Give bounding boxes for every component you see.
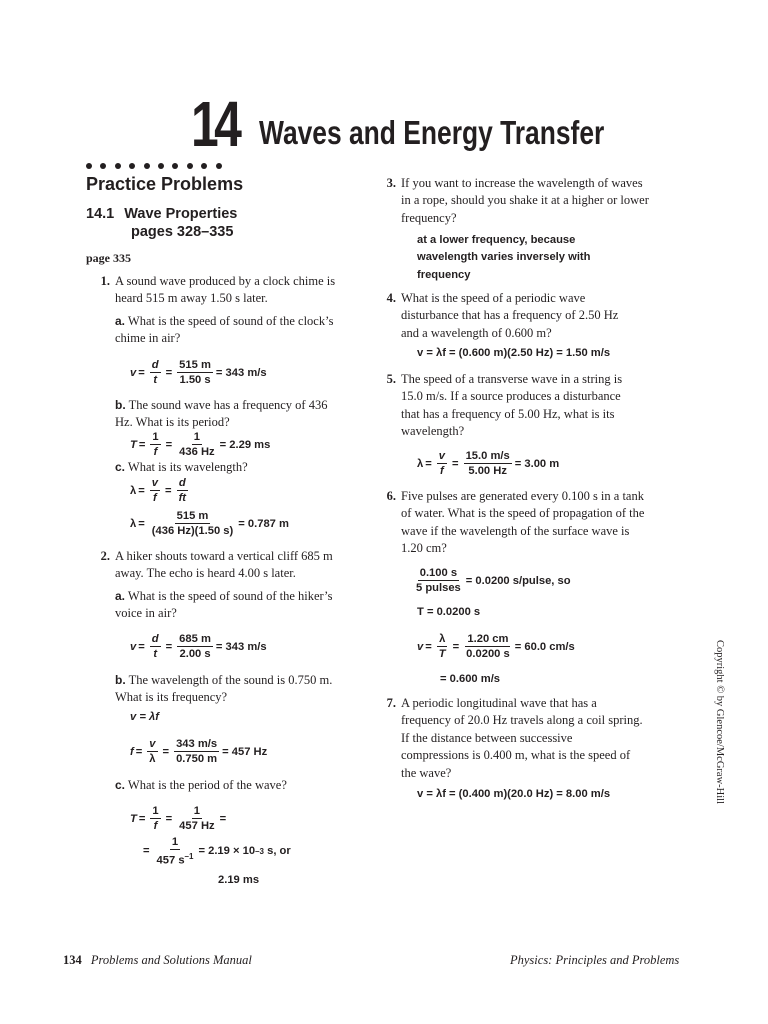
subsection-heading [86,205,237,241]
part-text: What is the speed of sound of the hiker’s voice in air? [115,589,333,621]
footer-title: Problems and Solutions Manual [90,953,252,967]
part-label: a. [115,589,126,603]
problem-6 [386,488,645,558]
part-text: What is the period of the wave? [127,778,287,792]
equation-1a: v = $\frac{d}{t}$ = $\frac{515 m}{1.50 s}$ = 343 m/s [130,359,267,386]
problem-text: A sound wave produced by a clock chime is heard 515 m away 1.50 s later. [115,274,336,306]
equation-6-1: $\frac{0.100 s}{\text{5 pulses}}$ = 0.0200 s/pulse, so [416,567,571,594]
part-label: a. [115,314,126,328]
problem-2b [115,672,345,707]
equation-6-4: = 0.600 m/s [440,673,501,685]
page-number: 134 [63,953,82,967]
problem-number: 3. [386,176,396,190]
copyright-notice: Copyright © by Glencoe/McGraw-Hill [714,640,725,804]
equation-4: v = λf = (0.600 m)(2.50 Hz) = 1.50 m/s [417,347,611,359]
equation-2b-1: v = λf [130,711,159,723]
equation-7: v = λf = (0.400 m)(20.0 Hz) = 8.00 m/s [417,788,611,800]
part-label: b. [115,673,126,687]
problem-2 [100,548,353,583]
problem-1b [115,397,345,432]
problem-number: 7. [386,696,396,710]
problem-text: A periodic longitudinal wave that has a frequency of 20.0 Hz travels along a coil spring. If the distance between successive compressions is 0.400 m, what is the speed of the wave? [401,696,643,780]
page-reference: page 335 [86,251,131,265]
subsection-number: 14.1 [86,206,115,222]
part-text: What is the speed of sound of the clock’s chime in air? [115,314,334,346]
equation-5: λ = $\frac{v}{f}$ = $\frac{15.0 m/s}{5.00 Hz}$ = 3.00 m [417,450,560,477]
problem-text: What is the speed of a periodic wave disturbance that has a frequency of 2.50 Hz and a wavelength of 0.600 m? [401,291,619,340]
equation-2c-3: 2.19 ms [218,874,260,886]
problem-number: 1. [100,274,110,288]
problem-number: 5. [386,372,396,386]
chapter-title: Waves and Energy Transfer [259,114,605,151]
part-label: c. [115,460,126,474]
problem-1c [115,459,345,476]
footer-left [63,953,252,968]
subsection-pages: pages 328–335 [131,224,234,240]
problem-text: A hiker shouts toward a vertical cliff 685 m away. The echo is heard 4.00 s later. [115,549,333,581]
problem-text: Five pulses are generated every 0.100 s in a tank of water. What is the speed of propagation of the wave if the wavelength of the surface wave is 1.20 cm? [401,489,645,556]
problem-text: If you want to increase the wavelength of waves in a rope, should you shake it at a higher or lower frequency? [401,176,649,225]
part-text: The wavelength of the sound is 0.750 m. What is its frequency? [115,673,333,705]
problem-4 [386,290,639,342]
problem-number: 2. [100,549,110,563]
equation-6-2: T = 0.0200 s [417,606,481,618]
equation-2c-2: = $\frac{1}{457 s^{-1}}$ = 2.19 × 10 –3 s, or [143,836,291,867]
equation-2b-2: f = $\frac{v}{\lambda}$ = $\frac{343 m/s}{0.750 m}$ = 457 Hz [130,738,268,765]
chapter-number: 14 [191,88,238,160]
equation-1b: T = $\frac{1}{f}$ = $\frac{1}{436 Hz}$ = 2.29 ms [130,431,271,458]
equation-1c-2: λ = $\frac{515 m}{(436 Hz)(1.50 s)}$ = 0.787 m [130,510,289,537]
equation-2a: v = $\frac{d}{t}$ = $\frac{685 m}{2.00 s}$ = 343 m/s [130,633,267,660]
problem-number: 6. [386,489,396,503]
problem-1a [115,313,345,348]
subsection-title: Wave Properties [124,206,238,222]
part-text: What is its wavelength? [127,460,248,474]
section-heading: Practice Problems [86,174,244,194]
footer-right: Physics: Principles and Problems [510,953,680,967]
problem-7 [386,695,643,782]
equation-1c-1: λ = $\frac{v}{f}$ = $\frac{d}{ft}$ [130,477,187,504]
problem-2c [115,777,345,794]
part-label: b. [115,398,126,412]
problem-2a [115,588,345,623]
chapter-dots-divider [86,154,230,173]
part-text: The sound wave has a frequency of 436 Hz. What is its period? [115,398,328,430]
equation-2c-1: T = $\frac{1}{f}$ = $\frac{1}{457 Hz}$ = [130,805,227,832]
problem-3 [386,175,649,227]
problem-text: The speed of a transverse wave in a string is 15.0 m/s. If a source produces a disturbance that has a frequency of 5.00 Hz, what is its wavelength? [401,372,623,439]
problem-1 [100,273,347,308]
part-label: c. [115,778,126,792]
answer-3: at a lower frequency, because wavelength varies inversely with frequency [417,234,591,281]
problem-number: 4. [386,291,396,305]
problem-5 [386,371,641,441]
equation-6-3: v = $\frac{\lambda}{T}$ = $\frac{1.20 cm}{0.0200 s}$ = 60.0 cm/s [417,633,575,660]
